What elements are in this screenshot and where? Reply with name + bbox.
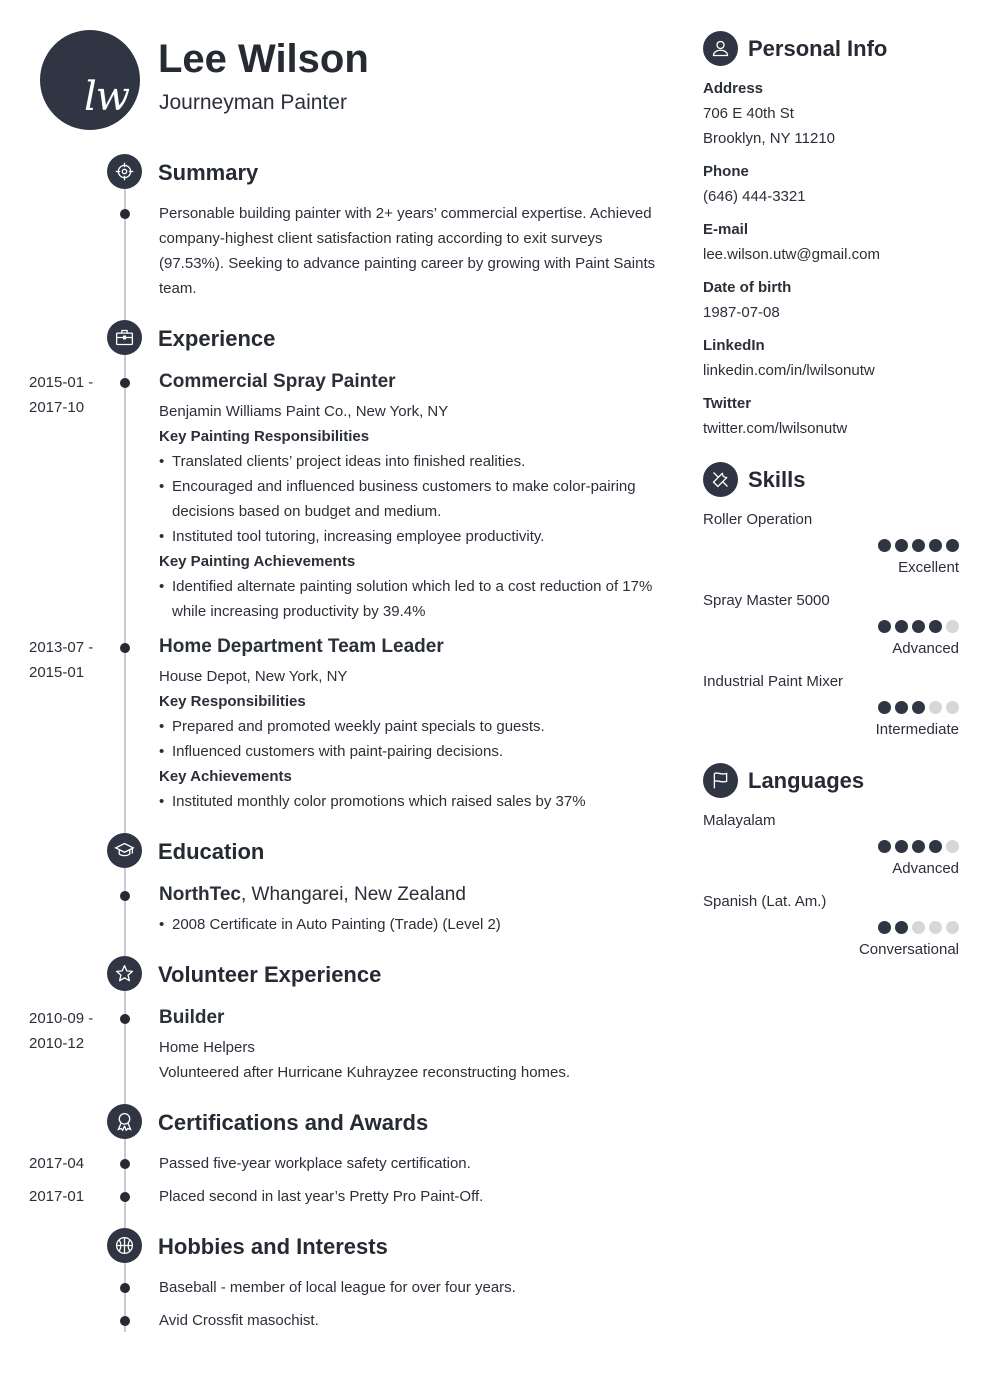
rating-dot <box>929 840 942 853</box>
certifications-heading: Certifications and Awards <box>158 1110 429 1135</box>
rating-dot <box>878 701 891 714</box>
rating-dot <box>929 921 942 934</box>
rating-dot <box>895 840 908 853</box>
dob-value: 1987-07-08 <box>703 304 780 321</box>
rating-dot <box>895 701 908 714</box>
skill-name: Spray Master 5000 <box>703 592 830 609</box>
target-icon <box>107 154 142 189</box>
timeline-dot <box>120 209 130 219</box>
avatar-initials: lw <box>84 74 130 120</box>
award-ribbon-icon <box>107 1104 142 1139</box>
rating-dot <box>946 539 959 552</box>
language-name: Spanish (Lat. Am.) <box>703 893 827 910</box>
education-heading: Education <box>158 839 265 864</box>
skill-level: Advanced <box>892 640 959 657</box>
volunteer-org: Home Helpers <box>159 1039 255 1056</box>
experience-heading: Experience <box>158 326 276 351</box>
cert-date: 2017-04 <box>29 1155 85 1172</box>
volunteer-date-end: 2010-12 <box>29 1035 85 1052</box>
education-school: NorthTec <box>159 884 241 905</box>
basketball-icon <box>107 1228 142 1263</box>
rating-dot <box>912 701 925 714</box>
rating-dot <box>912 539 925 552</box>
job-company: Benjamin Williams Paint Co., New York, NY <box>159 403 449 420</box>
star-icon <box>107 956 142 991</box>
dob-label: Date of birth <box>703 279 792 296</box>
language-rating <box>878 840 959 853</box>
hobby-item: Avid Crossfit masochist. <box>159 1312 319 1329</box>
summary-text: Personable building painter with 2+ years’ commercial expertise. Achieved company-highest client satisfaction rating according to exit surveys (97.53%). Seeking to advance painting career by growing with Paint Saints team. <box>159 205 656 297</box>
personal-info-heading: Personal Info <box>748 36 888 61</box>
user-icon <box>703 31 738 66</box>
rating-dot <box>946 921 959 934</box>
address-line1: 706 E 40th St <box>703 105 794 122</box>
timeline-dot <box>120 891 130 901</box>
job-resp-heading: Key Responsibilities <box>159 693 306 710</box>
linkedin-label: LinkedIn <box>703 337 765 354</box>
rating-dot <box>878 921 891 934</box>
language-name: Malayalam <box>703 812 776 829</box>
cert-text: Passed five-year workplace safety certification. <box>159 1155 471 1172</box>
rating-dot <box>946 620 959 633</box>
job-achievement: • Instituted monthly color promotions which raised sales by 37% <box>172 789 662 814</box>
linkedin-value[interactable]: linkedin.com/in/lwilsonutw <box>703 362 875 379</box>
timeline-dot <box>120 643 130 653</box>
twitter-value[interactable]: twitter.com/lwilsonutw <box>703 420 848 437</box>
volunteer-desc: Volunteered after Hurricane Kuhrayzee reconstructing homes. <box>159 1064 571 1081</box>
job-responsibility: • Instituted tool tutoring, increasing employee productivity. <box>172 524 662 549</box>
language-level: Advanced <box>892 860 959 877</box>
rating-dot <box>929 701 942 714</box>
job-position: Commercial Spray Painter <box>159 371 396 392</box>
address-line2: Brooklyn, NY 11210 <box>703 130 836 147</box>
rating-dot <box>878 539 891 552</box>
skill-name: Roller Operation <box>703 511 813 528</box>
education-item: • 2008 Certificate in Auto Painting (Trade) (Level 2) <box>172 912 662 937</box>
cert-text: Placed second in last year’s Pretty Pro Paint-Off. <box>159 1188 484 1205</box>
skill-level: Intermediate <box>875 721 959 738</box>
job-ach-heading: Key Achievements <box>159 768 292 785</box>
rating-dot <box>895 620 908 633</box>
job-date-end: 2017-10 <box>29 399 85 416</box>
skill-level: Excellent <box>898 559 959 576</box>
rating-dot <box>946 840 959 853</box>
language-rating <box>878 921 959 934</box>
rating-dot <box>929 539 942 552</box>
volunteer-role: Builder <box>159 1007 225 1028</box>
job-achievement: • Identified alternate painting solution which led to a cost reduction of 17% while increasing productivity by 39.4% <box>172 574 662 624</box>
timeline-dot <box>120 1014 130 1024</box>
rating-dot <box>912 840 925 853</box>
job-date-start: 2013-07 - <box>29 639 94 656</box>
job-responsibility: • Prepared and promoted weekly paint specials to guests. <box>172 714 662 739</box>
timeline-dot <box>120 1283 130 1293</box>
volunteer-heading: Volunteer Experience <box>158 962 382 987</box>
volunteer-date-start: 2010-09 - <box>29 1010 94 1027</box>
skill-rating <box>878 539 959 552</box>
education-location: , Whangarei, New Zealand <box>240 884 466 905</box>
languages-heading: Languages <box>748 768 865 793</box>
timeline-dot <box>120 1159 130 1169</box>
job-position: Home Department Team Leader <box>159 636 444 657</box>
hobby-item: Baseball - member of local league for over four years. <box>159 1279 516 1296</box>
job-responsibility: • Translated clients’ project ideas into finished realities. <box>172 449 662 474</box>
rating-dot <box>929 620 942 633</box>
timeline-dot <box>120 1192 130 1202</box>
job-company: House Depot, New York, NY <box>159 668 348 685</box>
education-school-line <box>159 884 466 906</box>
job-ach-heading: Key Painting Achievements <box>159 553 356 570</box>
avatar-monogram <box>40 30 140 130</box>
address-label: Address <box>703 80 764 97</box>
twitter-label: Twitter <box>703 395 752 412</box>
rating-dot <box>878 840 891 853</box>
job-date-end: 2015-01 <box>29 664 85 681</box>
graduation-cap-icon <box>107 833 142 868</box>
job-resp-heading: Key Painting Responsibilities <box>159 428 370 445</box>
skill-rating <box>878 620 959 633</box>
skill-name: Industrial Paint Mixer <box>703 673 844 690</box>
hobbies-heading: Hobbies and Interests <box>158 1234 388 1259</box>
rating-dot <box>912 620 925 633</box>
rating-dot <box>878 620 891 633</box>
skills-heading: Skills <box>748 467 806 492</box>
flag-icon <box>703 763 738 798</box>
phone-label: Phone <box>703 163 749 180</box>
rating-dot <box>946 701 959 714</box>
email-label: E-mail <box>703 221 749 238</box>
job-responsibility: • Encouraged and influenced business customers to make color-pairing decisions based on budget and medium. <box>172 474 662 524</box>
job-date-start: 2015-01 - <box>29 374 94 391</box>
rating-dot <box>895 539 908 552</box>
candidate-name: Lee Wilson <box>158 37 369 81</box>
candidate-title: Journeyman Painter <box>159 91 347 114</box>
timeline-dot <box>120 378 130 388</box>
cert-date: 2017-01 <box>29 1188 85 1205</box>
rating-dot <box>912 921 925 934</box>
language-level: Conversational <box>858 941 959 958</box>
summary-heading: Summary <box>158 160 259 185</box>
timeline-dot <box>120 1316 130 1326</box>
phone-value: (646) 444-3321 <box>703 188 806 205</box>
email-value[interactable]: lee.wilson.utw@gmail.com <box>703 246 880 263</box>
job-responsibility: • Influenced customers with paint-pairing decisions. <box>172 739 662 764</box>
tools-icon <box>703 462 738 497</box>
rating-dot <box>895 921 908 934</box>
briefcase-icon <box>107 320 142 355</box>
skill-rating <box>878 701 959 714</box>
